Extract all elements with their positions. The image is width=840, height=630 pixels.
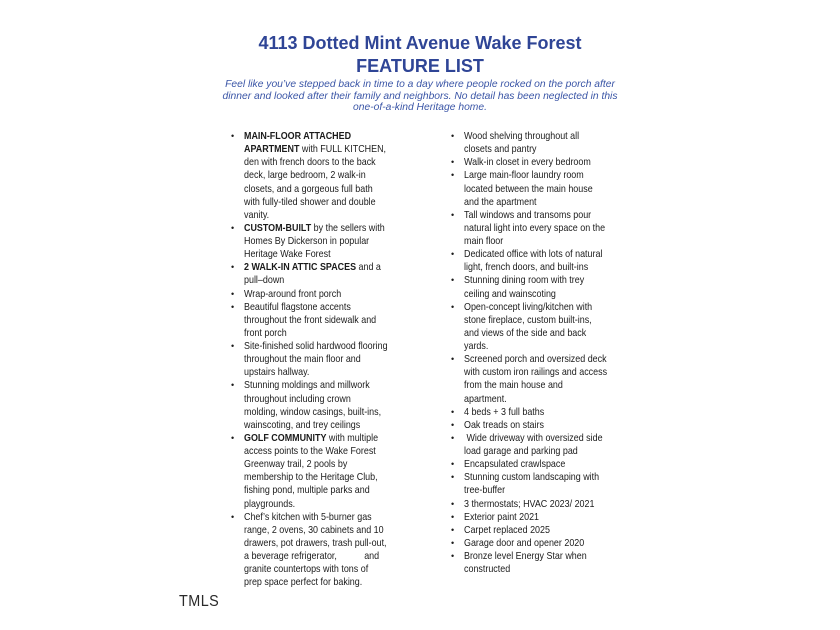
feature-line: stone fireplace, custom built-ins, xyxy=(464,314,592,326)
feature-line: Stunning custom landscaping with xyxy=(464,472,600,484)
feature-line: Exterior paint 2021 xyxy=(464,511,540,523)
feature-highlight: CUSTOM-BUILT xyxy=(244,222,312,234)
feature-line: and the apartment xyxy=(464,196,537,208)
feature-item xyxy=(451,169,671,208)
feature-line-text: with multiple xyxy=(326,432,379,444)
feature-item xyxy=(451,458,671,471)
feature-item xyxy=(231,432,436,511)
feature-item xyxy=(231,379,436,432)
feature-line xyxy=(244,143,409,156)
feature-line: range, 2 ovens, 30 cabinets and 10 xyxy=(244,524,384,536)
feature-line: Tall windows and transoms pour xyxy=(464,209,592,221)
feature-item xyxy=(451,406,671,419)
feature-item xyxy=(451,537,671,550)
feature-item xyxy=(451,471,671,497)
features-right-column xyxy=(451,130,671,576)
feature-line-text: with FULL KITCHEN, xyxy=(299,144,387,156)
feature-line: Oak treads on stairs xyxy=(464,419,544,431)
feature-line: wainscoting, and trey ceilings xyxy=(244,419,361,431)
feature-line: closets, and a gorgeous full bath xyxy=(244,183,373,195)
feature-item xyxy=(451,274,671,300)
feature-line: throughout including crown xyxy=(244,393,351,405)
feature-line: Stunning moldings and millwork xyxy=(244,380,370,392)
feature-line: Open-concept living/kitchen with xyxy=(464,301,593,313)
feature-item xyxy=(231,222,436,261)
bullet-icon: • xyxy=(451,301,455,312)
feature-line: yards. xyxy=(464,341,489,352)
features-left-column xyxy=(231,130,436,589)
feature-item xyxy=(451,209,671,248)
bullet-icon: • xyxy=(231,131,235,141)
feature-item xyxy=(231,301,436,340)
feature-line: located between the main house xyxy=(464,183,593,195)
bullet-icon: • xyxy=(451,209,455,220)
feature-line: upstairs hallway. xyxy=(244,367,310,379)
bullet-icon: • xyxy=(231,511,235,522)
feature-item xyxy=(231,130,436,222)
feature-item xyxy=(231,511,436,590)
feature-line: Screened porch and oversized deck xyxy=(464,354,607,366)
intro-paragraph xyxy=(0,79,840,114)
tmls-logo: TMLS xyxy=(179,593,220,610)
bullet-icon: • xyxy=(231,341,235,351)
feature-item xyxy=(451,130,671,156)
bullet-icon: • xyxy=(451,472,455,483)
feature-item xyxy=(451,156,671,169)
feature-line: throughout the main floor and xyxy=(244,354,361,366)
bullet-icon: • xyxy=(231,380,235,391)
bullet-icon: • xyxy=(451,354,455,365)
feature-line: Beautiful flagstone accents xyxy=(244,301,351,313)
feature-line: granite countertops with tons of xyxy=(244,564,369,576)
feature-line: Large main-floor laundry room xyxy=(464,170,584,182)
feature-line xyxy=(244,130,409,143)
feature-line: with fully-tiled shower and double xyxy=(244,196,376,208)
feature-line: load garage and parking pad xyxy=(464,446,578,457)
feature-item xyxy=(451,498,671,511)
feature-highlight: APARTMENT xyxy=(244,144,300,156)
feature-line: Greenway trail, 2 pools by xyxy=(244,459,348,471)
feature-item xyxy=(451,301,671,354)
feature-line: from the main house and xyxy=(464,380,563,392)
feature-line: 3 thermostats; HVAC 2023/ 2021 xyxy=(464,498,595,510)
feature-line: Homes By Dickerson in popular xyxy=(244,236,370,247)
bullet-icon: • xyxy=(451,170,455,181)
bullet-icon: • xyxy=(231,222,235,233)
bullet-icon: • xyxy=(451,157,455,168)
feature-line: molding, window casings, built-ins, xyxy=(244,406,382,418)
feature-line: ceiling and wainscoting xyxy=(464,288,556,300)
feature-line-text: and a xyxy=(356,262,381,274)
feature-list-heading: FEATURE LIST xyxy=(356,56,484,76)
bullet-icon: • xyxy=(231,432,235,443)
feature-item xyxy=(451,248,671,274)
feature-line: Wood shelving throughout all xyxy=(464,131,580,142)
feature-line: playgrounds. xyxy=(244,498,296,510)
feature-line: Heritage Wake Forest xyxy=(244,249,331,261)
feature-item xyxy=(451,550,671,576)
bullet-icon: • xyxy=(451,275,455,286)
bullet-icon: • xyxy=(451,524,455,535)
feature-line: Garage door and opener 2020 xyxy=(464,537,585,549)
feature-line: den with french doors to the back xyxy=(244,157,376,169)
feature-item xyxy=(451,524,671,537)
feature-line: Stunning dining room with trey xyxy=(464,275,585,287)
feature-line: fishing pond, multiple parks and xyxy=(244,485,370,497)
bullet-icon: • xyxy=(451,432,455,443)
feature-line: access points to the Wake Forest xyxy=(244,446,376,457)
feature-item xyxy=(231,261,436,287)
bullet-icon: • xyxy=(231,262,235,273)
feature-line: a beverage refrigerator, and xyxy=(244,551,380,562)
bullet-icon: • xyxy=(231,301,235,312)
feature-item xyxy=(451,419,671,432)
feature-line xyxy=(244,432,409,445)
feature-line: Chef’s kitchen with 5-burner gas xyxy=(244,511,372,523)
bullet-icon: • xyxy=(451,511,455,522)
bullet-icon: • xyxy=(231,288,235,299)
feature-line xyxy=(244,261,409,274)
feature-highlight: 2 WALK-IN ATTIC SPACES xyxy=(244,262,357,274)
feature-line: closets and pantry xyxy=(464,144,537,156)
bullet-icon: • xyxy=(451,537,455,548)
feature-line: tree-buffer xyxy=(464,485,506,497)
bullet-icon: • xyxy=(451,249,455,260)
intro-line: one-of-a-kind Heritage home. xyxy=(353,102,487,114)
feature-line xyxy=(244,222,409,235)
feature-line: membership to the Heritage Club, xyxy=(244,472,378,484)
feature-line: drawers, pot drawers, trash pull-out, xyxy=(244,537,387,549)
feature-item xyxy=(451,353,671,406)
feature-line: Wrap-around front porch xyxy=(244,288,342,300)
feature-line: Carpet replaced 2025 xyxy=(464,524,550,536)
bullet-icon: • xyxy=(451,406,455,417)
feature-line-text: by the sellers with xyxy=(311,222,385,234)
bullet-icon: • xyxy=(451,551,455,561)
feature-line: pull–down xyxy=(244,275,285,287)
feature-line: front porch xyxy=(244,327,287,339)
feature-line: Wide driveway with oversized side xyxy=(464,432,603,444)
bullet-icon: • xyxy=(451,131,455,141)
feature-highlight: MAIN-FLOOR ATTACHED xyxy=(244,131,352,142)
feature-line: Dedicated office with lots of natural xyxy=(464,249,603,261)
feature-line: apartment. xyxy=(464,393,507,405)
feature-line: vanity. xyxy=(244,209,270,221)
feature-line: light, french doors, and built-ins xyxy=(464,262,589,274)
feature-highlight: GOLF COMMUNITY xyxy=(244,432,327,444)
feature-line: prep space perfect for baking. xyxy=(244,577,363,589)
feature-line: natural light into every space on the xyxy=(464,222,606,234)
feature-line: Bronze level Energy Star when xyxy=(464,551,587,562)
feature-item xyxy=(231,340,436,379)
feature-line: Encapsulated crawlspace xyxy=(464,459,566,471)
intro-line: Feel like you’ve stepped back in time to a day where people rocked on the porch after xyxy=(225,79,615,90)
intro-line: dinner and looked after their family and neighbors. No detail has been neglected in this xyxy=(222,90,618,102)
bullet-icon: • xyxy=(451,498,455,509)
feature-line: throughout the front sidewalk and xyxy=(244,314,377,326)
feature-line: Site-finished solid hardwood flooring xyxy=(244,341,388,352)
feature-line: with custom iron railings and access xyxy=(464,367,608,379)
feature-line: and views of the side and back xyxy=(464,327,587,339)
feature-line: Walk-in closet in every bedroom xyxy=(464,157,591,169)
feature-item xyxy=(451,432,671,458)
feature-line: constructed xyxy=(464,564,511,576)
document-title: 4113 Dotted Mint Avenue Wake Forest xyxy=(258,33,582,53)
feature-item xyxy=(451,511,671,524)
feature-line: main floor xyxy=(464,236,504,247)
bullet-icon: • xyxy=(451,419,455,430)
feature-line: deck, large bedroom, 2 walk-in xyxy=(244,170,366,182)
bullet-icon: • xyxy=(451,459,455,470)
feature-line: 4 beds + 3 full baths xyxy=(464,406,545,418)
feature-item xyxy=(231,288,436,301)
